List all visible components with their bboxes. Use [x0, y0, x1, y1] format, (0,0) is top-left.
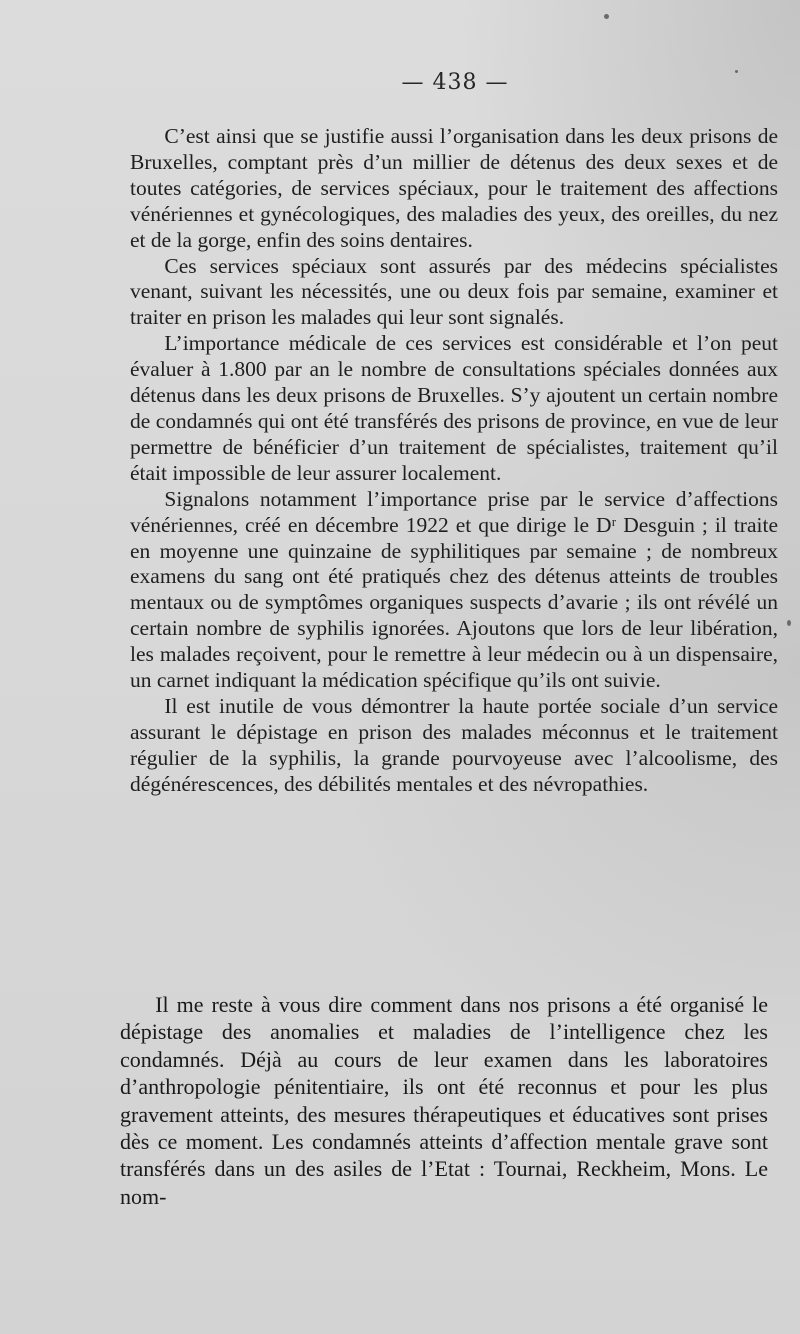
paper-speck — [787, 620, 791, 626]
page-number: — 438 — — [401, 70, 509, 95]
paragraph: Il est inutile de vous démontrer la haute portée sociale d’un service assurant le dépistage en prison des malades méconnus et le traitement régulier de la syphilis, la grande pourvoyeuse avec l’alcoolisme, des dégénérescences, des débilités mentales et des névropathies. — [130, 693, 778, 796]
paragraph: Ces services spéciaux sont assurés par des médecins spécialistes venant, suivant les nécessités, une ou deux fois par semaine, examiner et traiter en prison les malades qui leur sont signalés. — [130, 253, 778, 330]
paragraph: Il me reste à vous dire comment dans nos prisons a été organisé le dépistage des anomalies et maladies de l’intelligence chez les condamnés. Déjà au cours de leur examen dans les laboratoires d’anthropologie pénitentiaire, ils ont été reconnus et pour les plus gravement atteints, des mesures thérapeutiques et éducatives sont prises dès ce moment. Les condamnés atteints d’affection mentale grave sont transférés dans un des asiles de l’Etat : Tournai, Reckheim, Mons. Le nom- — [120, 992, 768, 1209]
text-section-1 — [130, 124, 778, 798]
paper-speck — [604, 14, 609, 19]
paper-speck — [735, 70, 738, 73]
paragraph: Signalons notamment l’importance prise par le service d’affections vénériennes, créé en décembre 1922 et que dirige le Dʳ Desguin ; il traite en moyenne une quinzaine de syphilitiques par semaine ; de nombreux examens du sang ont été pratiqués chez des détenus atteints de troubles mentaux ou de symptômes organiques suspects d’avarie ; ils ont révélé un certain nombre de syphilis ignorées. Ajoutons que lors de leur libération, les malades reçoivent, pour le remettre à leur médecin ou à un dispensaire, un carnet indiquant la médication spécifique qu’ils ont suivie. — [130, 486, 778, 693]
paragraph: C’est ainsi que se justifie aussi l’organisation dans les deux prisons de Bruxelles, comptant près d’un millier de détenus des deux sexes et de toutes catégories, de services spéciaux, pour le traitement des affections vénériennes et gynécologiques, des maladies des yeux, des oreilles, du nez et de la gorge, enfin des soins dentaires. — [130, 124, 778, 252]
text-section-2 — [120, 991, 768, 1210]
paragraph: L’importance médicale de ces services est considérable et l’on peut évaluer à 1.800 par an le nombre de consultations spéciales données aux détenus dans les deux prisons de Bruxelles. S’y ajoutent un certain nombre de condamnés qui ont été transférés des prisons de province, en vue de leur permettre de bénéficier d’un traitement de spécialistes, traitement qu’il était impossible de leur assurer localement. — [130, 331, 778, 485]
